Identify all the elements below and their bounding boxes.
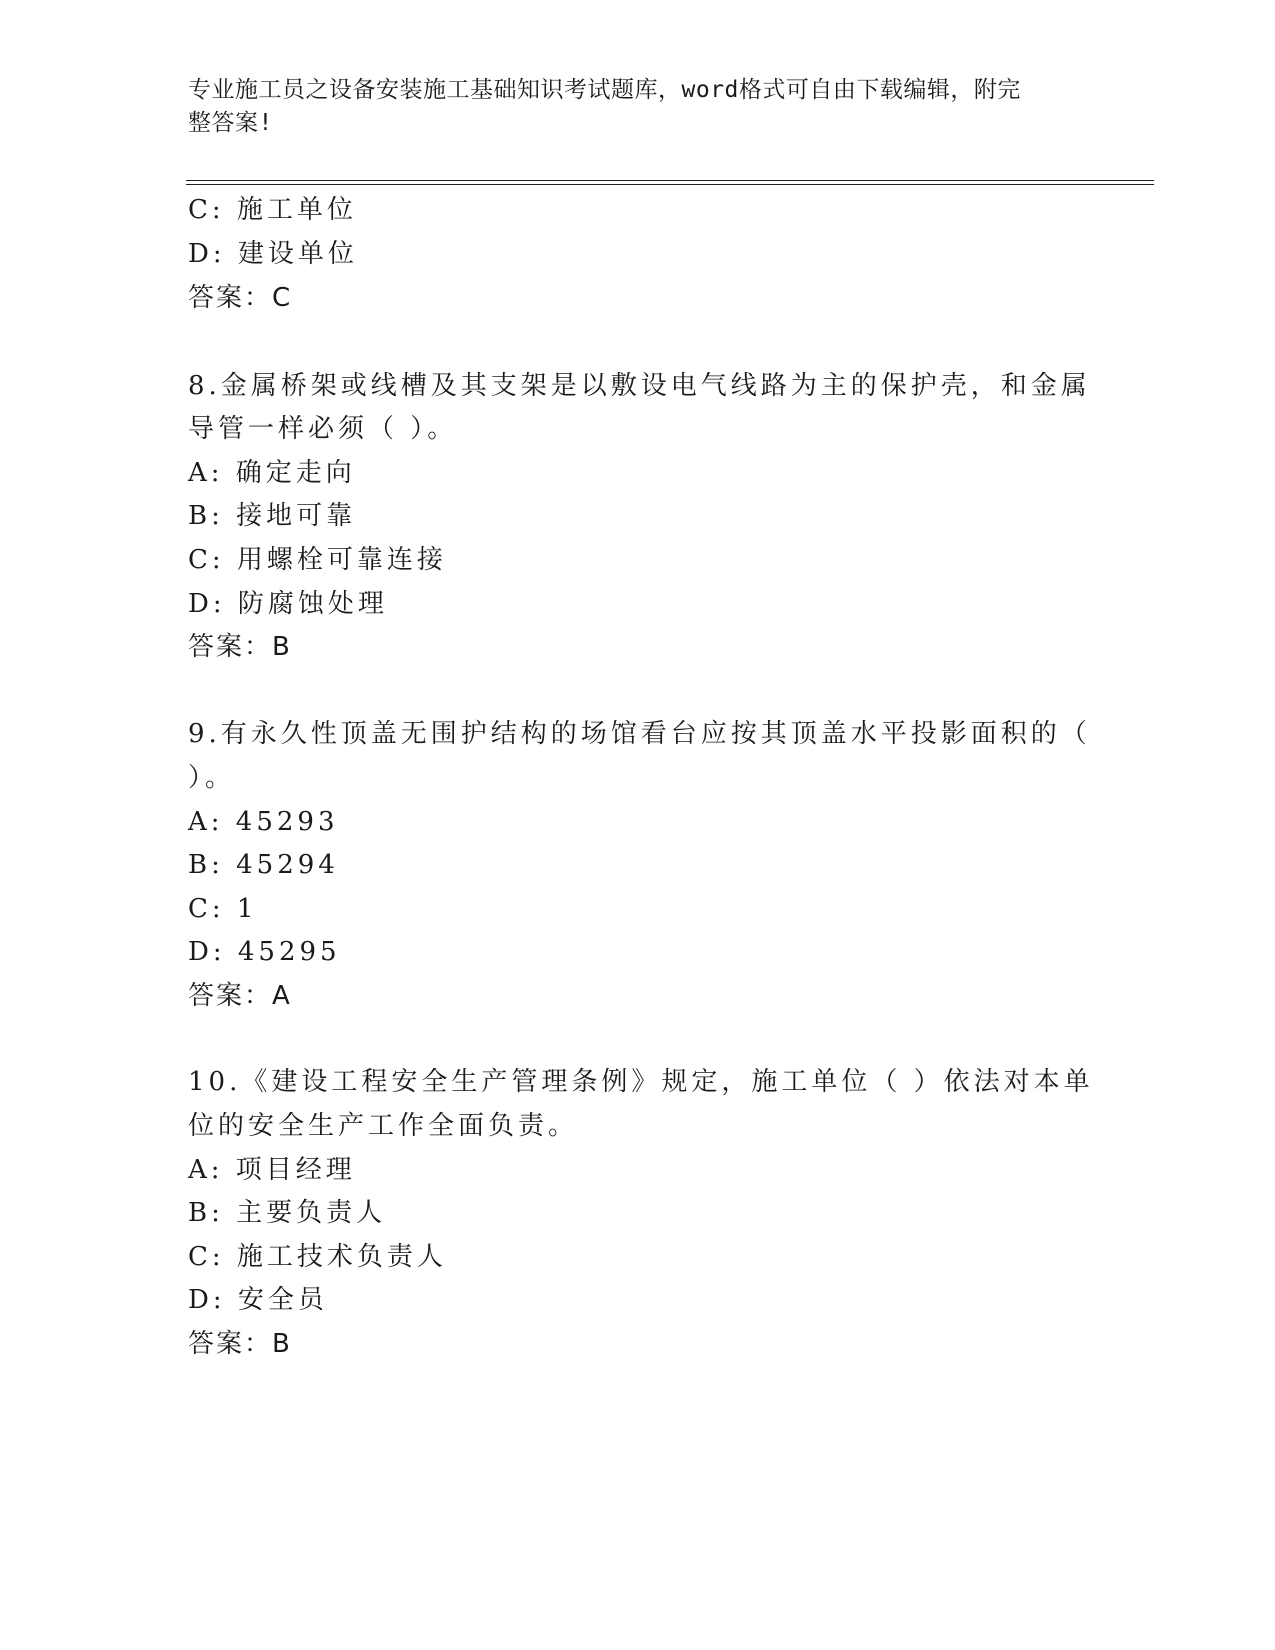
q7-option-c: C: 施工单位	[188, 195, 357, 225]
q10-option-b: B: 主要负责人	[188, 1198, 387, 1228]
header-divider-top	[186, 180, 1154, 181]
q10-option-a: A: 项目经理	[188, 1155, 356, 1185]
q8-stem-line-2: 导管一样必须（ ）。	[188, 414, 458, 444]
q10-stem-line-1: 10.《建设工程安全生产管理条例》规定，施工单位（ ）依法对本单	[188, 1067, 1094, 1097]
q9-option-a: A: 45293	[188, 807, 339, 837]
q8-option-c: C: 用螺栓可靠连接	[188, 545, 447, 575]
q10-option-c: C: 施工技术负责人	[188, 1242, 447, 1272]
q8-answer: 答案：B	[188, 632, 292, 662]
q10-stem-line-2: 位的安全生产工作全面负责。	[188, 1111, 579, 1141]
q9-option-c: C: 1	[188, 894, 258, 924]
q9-option-d: D: 45295	[188, 937, 341, 967]
q8-option-a: A: 确定走向	[188, 458, 356, 488]
q9-stem-line-1: 9.有永久性顶盖无围护结构的场馆看台应按其顶盖水平投影面积的（	[188, 719, 1091, 749]
q8-option-d: D: 防腐蚀处理	[188, 589, 388, 619]
q9-stem-line-2: ）。	[188, 763, 236, 793]
header-line-2: 整答案!	[188, 110, 273, 136]
q7-option-d: D: 建设单位	[188, 239, 358, 269]
document-header	[188, 74, 1088, 140]
q10-option-d: D: 安全员	[188, 1285, 328, 1315]
q8-stem-line-1: 8.金属桥架或线槽及其支架是以敷设电气线路为主的保护壳，和金属	[188, 371, 1091, 401]
q10-answer: 答案：B	[188, 1329, 292, 1359]
header-divider-bottom	[186, 184, 1154, 185]
q7-answer: 答案：C	[188, 283, 293, 313]
q8-option-b: B: 接地可靠	[188, 501, 357, 531]
header-line-1: 专业施工员之设备安装施工基础知识考试题库，word格式可自由下载编辑，附完	[188, 77, 1021, 103]
q9-answer: 答案：A	[188, 981, 292, 1011]
q9-option-b: B: 45294	[188, 850, 339, 880]
